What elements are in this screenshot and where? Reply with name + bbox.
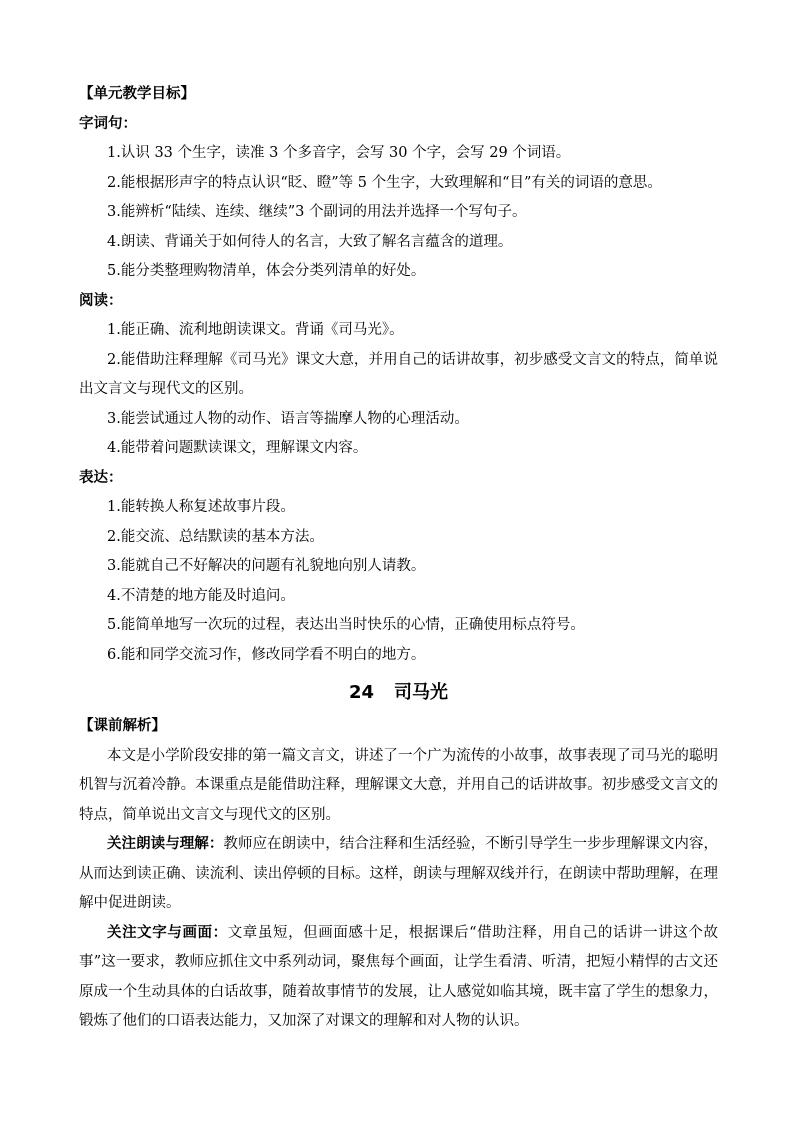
list-item: 4.不清楚的地方能及时追问。 [107, 587, 295, 604]
lesson-name: 司马光 [394, 682, 449, 703]
list-item: 3.能辨析“陆续、连续、继续”3 个副词的用法并选择一个写句子。 [107, 204, 527, 220]
list-item: 5.能简单地写一次玩的过程，表达出当时快乐的心情，正确使用标点符号。 [107, 617, 585, 633]
list-item: 2.能根据形声字的特点认识“眨、瞪”等 5 个生字，大致理解和“目”有关的词语的意思。 [107, 174, 662, 191]
lesson-number: 24 [348, 682, 375, 703]
section-title-expression: 表达： [79, 469, 123, 486]
list-item: 3.能就自己不好解决的问题有礼貌地向别人请教。 [107, 558, 426, 574]
intro-paragraph: 本文是小学阶段安排的第一篇文言文，讲述了一个广为流传的小故事，故事表现了司马光的聪明机智与沉着冷静。本课重点是能借助注释，理解课文大意，并用自己的话讲故事。初步感受文言文的特点，简单说出文言文与现代文的区别。 [79, 747, 718, 823]
list-item: 2.能借助注释理解《司马光》课文大意，并用自己的话讲故事，初步感受文言文的特点，简单说出文言文与现代文的区别。 [79, 351, 718, 397]
list-item: 3.能尝试通过人物的动作、语言等揣摩人物的心理活动。 [107, 410, 469, 427]
list-item: 2.能交流、总结默读的基本方法。 [107, 528, 324, 545]
list-item: 4.朗读、背诵关于如何待人的名言，大致了解名言蕴含的道理。 [107, 233, 513, 250]
focus-reading-paragraph [79, 830, 718, 919]
section-title-reading: 阅读： [79, 292, 123, 309]
focus-image-text: 文章虽短，但画面感十足，根据课后“借助注释，用自己的话讲一讲这个故事”这一要求，教师应抓住文中系列动词，聚焦每个画面，让学生看清、听清，把短小精悍的古文还原成一个生动具体的白话故事，随着故事情节的发展，让人感觉如临其境，既丰富了学生的想象力，锻炼了他们的口语表达能力，又加深了对课文的理解和对人物的认识。 [79, 924, 718, 1029]
lesson-title [79, 676, 718, 710]
list-item: 4.能带着问题默读课文，理解课文内容。 [107, 440, 368, 456]
list-item: 1.能正确、流利地朗读课文。背诵《司马光》。 [107, 322, 404, 338]
list-item: 5.能分类整理购物清单，体会分类列清单的好处。 [107, 263, 426, 279]
focus-reading-label: 关注朗读与理解： [107, 836, 224, 852]
focus-image-label: 关注文字与画面： [107, 924, 228, 941]
focus-image-paragraph [79, 919, 718, 1037]
list-item: 1.能转换人称复述故事片段。 [107, 499, 295, 515]
unit-goals-heading: 【单元教学目标】 [79, 86, 195, 102]
list-item: 1.认识 33 个生字，读准 3 个多音字，会写 30 个字，会写 29 个词语。 [107, 145, 571, 161]
focus-reading-text: 教师应在朗读中，结合注释和生活经验，不断引导学生一步步理解课文内容，从而达到读正确、读流利、读出停顿的目标。这样，朗读与理解双线并行，在朗读中帮助理解，在理解中促进朗读。 [79, 836, 718, 911]
list-item: 6.能和同学交流习作，修改同学看不明白的地方。 [107, 646, 426, 663]
analysis-heading: 【课前解析】 [79, 718, 166, 734]
section-title-words: 字词句： [79, 115, 137, 132]
